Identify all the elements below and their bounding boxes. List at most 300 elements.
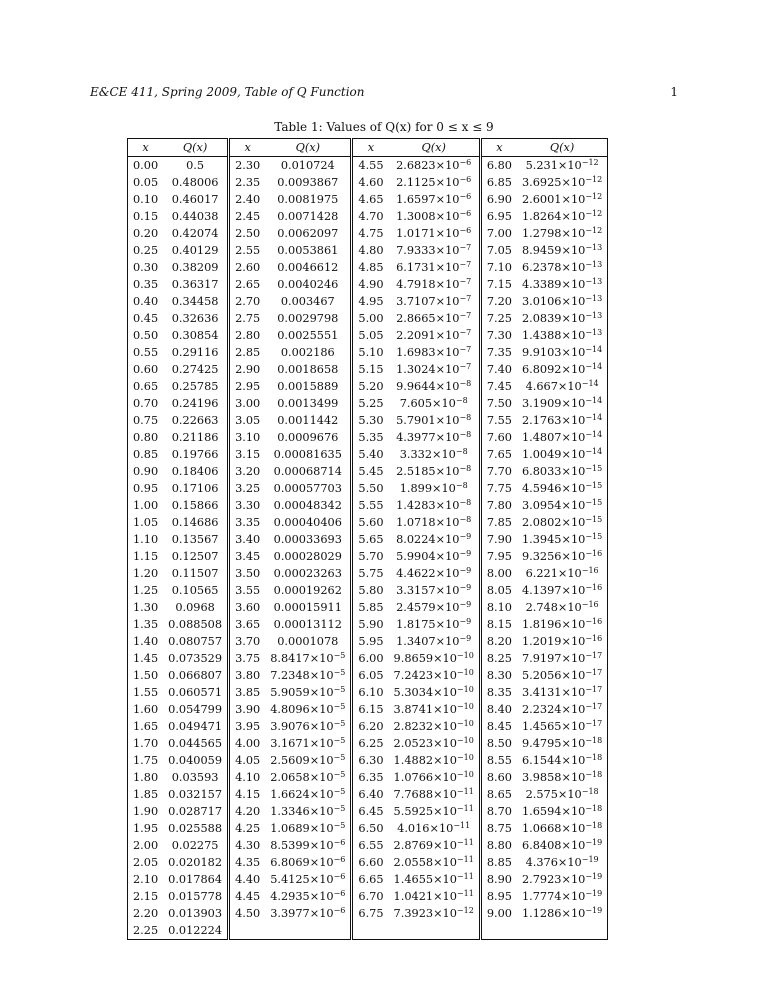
q-value-cell: $2.4579\times 10^{-9}$: [389, 599, 481, 616]
x-value-cell: 7.35: [486, 346, 512, 359]
q-value-cell: 0.00040406: [265, 514, 352, 531]
q-value-cell: 0.080757: [163, 633, 228, 650]
q-value-cell: [517, 922, 608, 940]
q-value-cell: 0.30854: [163, 327, 228, 344]
x-value-cell: 1.25: [133, 584, 159, 597]
x-value-cell: 2.10: [133, 873, 159, 886]
q-value-cell: 0.002186: [265, 344, 352, 361]
q-value-cell: 0.25785: [163, 378, 228, 395]
x-value-cell: 2.50: [235, 227, 261, 240]
q-value-cell: $9.4795\times 10^{-18}$: [521, 736, 603, 750]
x-value-cell: 6.15: [358, 703, 384, 716]
q-value-cell: $1.1286\times 10^{-19}$: [521, 906, 603, 920]
x-value-cell: 6.55: [358, 839, 384, 852]
q-value-cell: $2.5185\times 10^{-8}$: [389, 463, 481, 480]
document-title: E&CE 411, Spring 2009, Table of Q Function: [90, 85, 365, 99]
q-value-cell: $4.667\times 10^{-14}$: [525, 379, 599, 393]
x-value-cell: 2.65: [235, 278, 261, 291]
x-value-cell: 7.30: [486, 329, 512, 342]
x-value-cell: 5.80: [358, 584, 384, 597]
q-value-cell: $8.8417\times 10^{-5}$: [265, 650, 352, 667]
x-value-cell: 8.15: [486, 618, 512, 631]
x-value-cell: 1.00: [133, 499, 159, 512]
x-value-cell: 0.65: [133, 380, 159, 393]
x-value-cell: 4.60: [358, 176, 384, 189]
q-value-cell: 0.34458: [163, 293, 228, 310]
q-value-cell: $2.0658\times 10^{-5}$: [265, 769, 352, 786]
x-value-cell: 1.85: [133, 788, 159, 801]
x-value-cell: 6.85: [486, 176, 512, 189]
table-row: [128, 225, 608, 242]
q-value-cell: 0.0071428: [265, 208, 352, 225]
column-header-q: Q(x): [389, 139, 481, 157]
q-value-cell: $6.8033\times 10^{-15}$: [521, 464, 603, 478]
q-value-cell: $3.0954\times 10^{-15}$: [521, 498, 603, 512]
x-value-cell: 5.20: [358, 380, 384, 393]
x-value-cell: 0.85: [133, 448, 159, 461]
q-value-cell: 0.0013499: [265, 395, 352, 412]
q-value-cell: $2.0523\times 10^{-10}$: [389, 735, 481, 752]
table-row: [128, 599, 608, 616]
q-value-cell: 0.00048342: [265, 497, 352, 514]
x-value-cell: 2.20: [133, 907, 159, 920]
x-value-cell: 6.65: [358, 873, 384, 886]
x-value-cell: 1.30: [133, 601, 159, 614]
x-value-cell: 3.10: [235, 431, 261, 444]
x-value-cell: 7.85: [486, 516, 512, 529]
table-row: [128, 684, 608, 701]
x-value-cell: 3.50: [235, 567, 261, 580]
q-value-cell: $2.0839\times 10^{-13}$: [521, 311, 603, 325]
q-value-cell: $4.5946\times 10^{-15}$: [521, 481, 603, 495]
q-value-cell: $2.0558\times 10^{-11}$: [389, 854, 481, 871]
x-value-cell: 8.40: [486, 703, 512, 716]
x-value-cell: [352, 922, 389, 940]
x-value-cell: 8.80: [486, 839, 512, 852]
q-value-cell: 0.0968: [163, 599, 228, 616]
table-row: [128, 582, 608, 599]
q-value-cell: 0.22663: [163, 412, 228, 429]
q-value-cell: $5.7901\times 10^{-8}$: [389, 412, 481, 429]
q-value-cell: $3.6925\times 10^{-12}$: [521, 175, 603, 189]
x-value-cell: 8.85: [486, 856, 512, 869]
table-row: [128, 769, 608, 786]
table-row: [128, 361, 608, 378]
x-value-cell: 3.30: [235, 499, 261, 512]
table-row: [128, 293, 608, 310]
x-value-cell: 6.60: [358, 856, 384, 869]
x-value-cell: 4.20: [235, 805, 261, 818]
q-value-cell: $1.0171\times 10^{-6}$: [389, 225, 481, 242]
x-value-cell: 1.55: [133, 686, 159, 699]
x-value-cell: 6.25: [358, 737, 384, 750]
q-value-cell: 0.11507: [163, 565, 228, 582]
q-value-cell: 0.017864: [163, 871, 228, 888]
x-value-cell: 0.80: [133, 431, 159, 444]
q-value-cell: $2.8232\times 10^{-10}$: [389, 718, 481, 735]
x-value-cell: 0.55: [133, 346, 159, 359]
q-value-cell: $1.4882\times 10^{-10}$: [389, 752, 481, 769]
q-value-cell: [389, 922, 481, 940]
q-value-cell: 0.010724: [265, 157, 352, 175]
x-value-cell: 0.45: [133, 312, 159, 325]
q-value-cell: $1.6624\times 10^{-5}$: [265, 786, 352, 803]
table-row: [128, 871, 608, 888]
q-value-cell: $1.3346\times 10^{-5}$: [265, 803, 352, 820]
x-value-cell: 8.50: [486, 737, 512, 750]
x-value-cell: 2.75: [235, 312, 261, 325]
x-value-cell: 4.25: [235, 822, 261, 835]
x-value-cell: 0.10: [133, 193, 159, 206]
q-value-cell: $1.0689\times 10^{-5}$: [265, 820, 352, 837]
q-value-cell: $4.3977\times 10^{-8}$: [389, 429, 481, 446]
x-value-cell: 5.60: [358, 516, 384, 529]
table-row: [128, 429, 608, 446]
x-value-cell: 2.30: [235, 159, 261, 172]
q-value-cell: $7.2423\times 10^{-10}$: [389, 667, 481, 684]
x-value-cell: 1.75: [133, 754, 159, 767]
q-value-cell: $1.2019\times 10^{-16}$: [521, 634, 603, 648]
table-row: [128, 701, 608, 718]
x-value-cell: 2.25: [133, 924, 159, 937]
table-row: [128, 803, 608, 820]
q-value-cell: 0.0001078: [265, 633, 352, 650]
x-value-cell: 5.25: [358, 397, 384, 410]
x-value-cell: 4.10: [235, 771, 261, 784]
q-value-cell: 0.17106: [163, 480, 228, 497]
q-value-cell: 0.24196: [163, 395, 228, 412]
q-value-cell: $2.8769\times 10^{-11}$: [389, 837, 481, 854]
q-value-cell: $1.4283\times 10^{-8}$: [389, 497, 481, 514]
x-value-cell: 3.60: [235, 601, 261, 614]
x-value-cell: 7.75: [486, 482, 512, 495]
x-value-cell: 4.35: [235, 856, 261, 869]
x-value-cell: 3.90: [235, 703, 261, 716]
table-caption: Table 1: Values of Q(x) for 0 ≤ x ≤ 9: [274, 120, 494, 134]
x-value-cell: 1.90: [133, 805, 159, 818]
q-value-cell: 0.0093867: [265, 174, 352, 191]
q-value-cell: $1.3945\times 10^{-15}$: [521, 532, 603, 546]
x-value-cell: 1.10: [133, 533, 159, 546]
table-row: [128, 191, 608, 208]
q-value-cell: $9.3256\times 10^{-16}$: [521, 549, 603, 563]
x-value-cell: 6.95: [486, 210, 512, 223]
q-value-cell: $4.7918\times 10^{-7}$: [389, 276, 481, 293]
column-header-q: Q(x): [163, 139, 228, 157]
q-value-cell: 0.00081635: [265, 446, 352, 463]
x-value-cell: 7.95: [486, 550, 512, 563]
table-row: [128, 548, 608, 565]
x-value-cell: 6.90: [486, 193, 512, 206]
x-value-cell: 5.05: [358, 329, 384, 342]
q-value-cell: 0.015778: [163, 888, 228, 905]
x-value-cell: 5.65: [358, 533, 384, 546]
x-value-cell: 3.20: [235, 465, 261, 478]
x-value-cell: 2.60: [235, 261, 261, 274]
x-value-cell: 0.90: [133, 465, 159, 478]
x-value-cell: 3.25: [235, 482, 261, 495]
x-value-cell: 4.75: [358, 227, 384, 240]
table-row: [128, 854, 608, 871]
table-row: [128, 531, 608, 548]
q-value-cell: $6.221\times 10^{-16}$: [525, 566, 599, 580]
x-value-cell: 2.15: [133, 890, 159, 903]
x-value-cell: 1.15: [133, 550, 159, 563]
q-value-cell: 0.054799: [163, 701, 228, 718]
x-value-cell: 6.80: [486, 159, 512, 172]
q-value-cell: $6.2378\times 10^{-13}$: [521, 260, 603, 274]
q-value-cell: $1.3008\times 10^{-6}$: [389, 208, 481, 225]
q-value-cell: $3.9858\times 10^{-18}$: [521, 770, 603, 784]
x-value-cell: 7.45: [486, 380, 512, 393]
x-value-cell: 3.80: [235, 669, 261, 682]
x-value-cell: 2.95: [235, 380, 261, 393]
q-value-cell: 0.00019262: [265, 582, 352, 599]
x-value-cell: 8.20: [486, 635, 512, 648]
q-value-cell: $2.1763\times 10^{-14}$: [521, 413, 603, 427]
q-value-cell: $3.1909\times 10^{-14}$: [521, 396, 603, 410]
q-value-cell: 0.040059: [163, 752, 228, 769]
x-value-cell: 4.85: [358, 261, 384, 274]
q-value-cell: $1.4807\times 10^{-14}$: [521, 430, 603, 444]
q-value-cell: $5.2056\times 10^{-17}$: [521, 668, 603, 682]
q-value-cell: 0.0029798: [265, 310, 352, 327]
q-value-cell: 0.060571: [163, 684, 228, 701]
q-value-cell: 0.12507: [163, 548, 228, 565]
q-value-cell: 0.0009676: [265, 429, 352, 446]
x-value-cell: 2.05: [133, 856, 159, 869]
q-value-cell: 0.32636: [163, 310, 228, 327]
x-value-cell: 2.70: [235, 295, 261, 308]
q-value-cell: 0.00033693: [265, 531, 352, 548]
x-value-cell: 2.90: [235, 363, 261, 376]
q-value-cell: 0.0081975: [265, 191, 352, 208]
x-value-cell: 7.25: [486, 312, 512, 325]
x-value-cell: 6.10: [358, 686, 384, 699]
x-value-cell: 6.75: [358, 907, 384, 920]
q-value-cell: 0.29116: [163, 344, 228, 361]
q-value-cell: 0.088508: [163, 616, 228, 633]
table-row: [128, 497, 608, 514]
q-value-cell: $1.4655\times 10^{-11}$: [389, 871, 481, 888]
q-value-cell: $2.6001\times 10^{-12}$: [521, 192, 603, 206]
table-row: [128, 650, 608, 667]
q-value-cell: 0.00015911: [265, 599, 352, 616]
table-row: [128, 888, 608, 905]
q-value-cell: 0.00013112: [265, 616, 352, 633]
q-value-cell: $3.4131\times 10^{-17}$: [521, 685, 603, 699]
x-value-cell: 5.50: [358, 482, 384, 495]
q-value-cell: $3.7107\times 10^{-7}$: [389, 293, 481, 310]
q-value-cell: 0.27425: [163, 361, 228, 378]
x-value-cell: 8.65: [486, 788, 512, 801]
q-value-cell: 0.00068714: [265, 463, 352, 480]
q-value-cell: 0.066807: [163, 667, 228, 684]
x-value-cell: 3.75: [235, 652, 261, 665]
q-value-cell: 0.0015889: [265, 378, 352, 395]
q-value-cell: 0.00023263: [265, 565, 352, 582]
q-value-cell: $1.0718\times 10^{-8}$: [389, 514, 481, 531]
q-value-cell: $2.8665\times 10^{-7}$: [389, 310, 481, 327]
x-value-cell: 5.40: [358, 448, 384, 461]
q-value-cell: 0.38209: [163, 259, 228, 276]
q-value-cell: 0.14686: [163, 514, 228, 531]
q-value-cell: $6.8069\times 10^{-6}$: [265, 854, 352, 871]
q-value-cell: $4.016\times 10^{-11}$: [389, 820, 481, 837]
q-value-cell: 0.0062097: [265, 225, 352, 242]
q-value-cell: $1.4388\times 10^{-13}$: [521, 328, 603, 342]
x-value-cell: 4.90: [358, 278, 384, 291]
x-value-cell: 2.85: [235, 346, 261, 359]
table-header-row: [128, 139, 608, 157]
x-value-cell: 8.95: [486, 890, 512, 903]
table-row: [128, 174, 608, 191]
x-value-cell: 3.85: [235, 686, 261, 699]
x-value-cell: 1.20: [133, 567, 159, 580]
q-value-cell: 0.0040246: [265, 276, 352, 293]
x-value-cell: 8.05: [486, 584, 512, 597]
x-value-cell: 4.65: [358, 193, 384, 206]
table-row: [128, 922, 608, 940]
x-value-cell: 2.80: [235, 329, 261, 342]
q-value-cell: 0.003467: [265, 293, 352, 310]
q-value-cell: $5.9059\times 10^{-5}$: [265, 684, 352, 701]
q-value-cell: $6.1731\times 10^{-7}$: [389, 259, 481, 276]
x-value-cell: 4.50: [235, 907, 261, 920]
table-row: [128, 463, 608, 480]
table-row: [128, 344, 608, 361]
x-value-cell: 7.70: [486, 465, 512, 478]
q-value-cell: 0.19766: [163, 446, 228, 463]
x-value-cell: 6.20: [358, 720, 384, 733]
x-value-cell: 8.30: [486, 669, 512, 682]
q-value-cell: 0.02275: [163, 837, 228, 854]
x-value-cell: 8.70: [486, 805, 512, 818]
q-value-cell: 0.42074: [163, 225, 228, 242]
x-value-cell: 7.65: [486, 448, 512, 461]
q-value-cell: $2.6823\times 10^{-6}$: [389, 157, 481, 175]
q-value-cell: 0.18406: [163, 463, 228, 480]
x-value-cell: 4.45: [235, 890, 261, 903]
x-value-cell: 0.75: [133, 414, 159, 427]
x-value-cell: 8.35: [486, 686, 512, 699]
table-row: [128, 276, 608, 293]
table-body: [128, 157, 608, 940]
q-value-cell: 0.44038: [163, 208, 228, 225]
q-value-cell: $1.3407\times 10^{-9}$: [389, 633, 481, 650]
q-value-cell: $7.9197\times 10^{-17}$: [521, 651, 603, 665]
q-value-cell: $5.9904\times 10^{-9}$: [389, 548, 481, 565]
x-value-cell: 3.05: [235, 414, 261, 427]
column-header-q: Q(x): [517, 139, 608, 157]
q-value-cell: $4.376\times 10^{-19}$: [525, 855, 599, 869]
q-value-cell: $2.7923\times 10^{-19}$: [521, 872, 603, 886]
x-value-cell: 7.50: [486, 397, 512, 410]
x-value-cell: 5.35: [358, 431, 384, 444]
x-value-cell: 0.05: [133, 176, 159, 189]
table-row: [128, 327, 608, 344]
x-value-cell: 0.95: [133, 482, 159, 495]
page-header: [0, 85, 768, 103]
x-value-cell: 7.80: [486, 499, 512, 512]
column-header-x: x: [229, 139, 266, 157]
q-value-cell: $1.8196\times 10^{-16}$: [521, 617, 603, 631]
q-value-cell: $5.231\times 10^{-12}$: [525, 158, 599, 172]
x-value-cell: 3.95: [235, 720, 261, 733]
x-value-cell: 3.70: [235, 635, 261, 648]
x-value-cell: 6.35: [358, 771, 384, 784]
x-value-cell: 8.75: [486, 822, 512, 835]
table-row: [128, 616, 608, 633]
q-value-cell: 0.020182: [163, 854, 228, 871]
q-value-cell: $4.4622\times 10^{-9}$: [389, 565, 481, 582]
x-value-cell: 7.15: [486, 278, 512, 291]
table-row: [128, 786, 608, 803]
q-value-cell: $1.6597\times 10^{-6}$: [389, 191, 481, 208]
x-value-cell: 5.70: [358, 550, 384, 563]
q-value-cell: 0.0046612: [265, 259, 352, 276]
q-value-cell: $1.7774\times 10^{-19}$: [521, 889, 603, 903]
x-value-cell: 7.00: [486, 227, 512, 240]
x-value-cell: 7.90: [486, 533, 512, 546]
q-value-cell: 0.073529: [163, 650, 228, 667]
x-value-cell: 5.30: [358, 414, 384, 427]
table-row: [128, 242, 608, 259]
x-value-cell: 2.55: [235, 244, 261, 257]
q-value-cell: $1.0668\times 10^{-18}$: [521, 821, 603, 835]
x-value-cell: 3.40: [235, 533, 261, 546]
x-value-cell: 8.60: [486, 771, 512, 784]
x-value-cell: 3.55: [235, 584, 261, 597]
q-value-cell: $1.6594\times 10^{-18}$: [521, 804, 603, 818]
table-row: [128, 446, 608, 463]
column-header-q: Q(x): [265, 139, 352, 157]
x-value-cell: 7.10: [486, 261, 512, 274]
table-row: [128, 514, 608, 531]
x-value-cell: 1.05: [133, 516, 159, 529]
table-row: [128, 208, 608, 225]
q-value-cell: 0.21186: [163, 429, 228, 446]
x-value-cell: 7.20: [486, 295, 512, 308]
q-value-cell: $5.4125\times 10^{-6}$: [265, 871, 352, 888]
table-row: [128, 412, 608, 429]
q-value-cell: $5.5925\times 10^{-11}$: [389, 803, 481, 820]
x-value-cell: 7.55: [486, 414, 512, 427]
q-value-cell: 0.0025551: [265, 327, 352, 344]
q-value-cell: $9.9103\times 10^{-14}$: [521, 345, 603, 359]
x-value-cell: 1.40: [133, 635, 159, 648]
x-value-cell: 4.30: [235, 839, 261, 852]
table-row: [128, 905, 608, 922]
x-value-cell: 5.55: [358, 499, 384, 512]
q-value-cell: $3.3977\times 10^{-6}$: [265, 905, 352, 922]
x-value-cell: 8.00: [486, 567, 512, 580]
q-value-cell: 0.0053861: [265, 242, 352, 259]
x-value-cell: 2.45: [235, 210, 261, 223]
x-value-cell: 9.00: [486, 907, 512, 920]
table-row: [128, 837, 608, 854]
q-value-cell: 0.028717: [163, 803, 228, 820]
x-value-cell: 0.50: [133, 329, 159, 342]
x-value-cell: 1.70: [133, 737, 159, 750]
q-value-cell: $7.2348\times 10^{-5}$: [265, 667, 352, 684]
x-value-cell: 5.00: [358, 312, 384, 325]
q-value-cell: $7.7688\times 10^{-11}$: [389, 786, 481, 803]
x-value-cell: [229, 922, 266, 940]
x-value-cell: 0.15: [133, 210, 159, 223]
q-value-cell: $4.2935\times 10^{-6}$: [265, 888, 352, 905]
x-value-cell: 8.45: [486, 720, 512, 733]
